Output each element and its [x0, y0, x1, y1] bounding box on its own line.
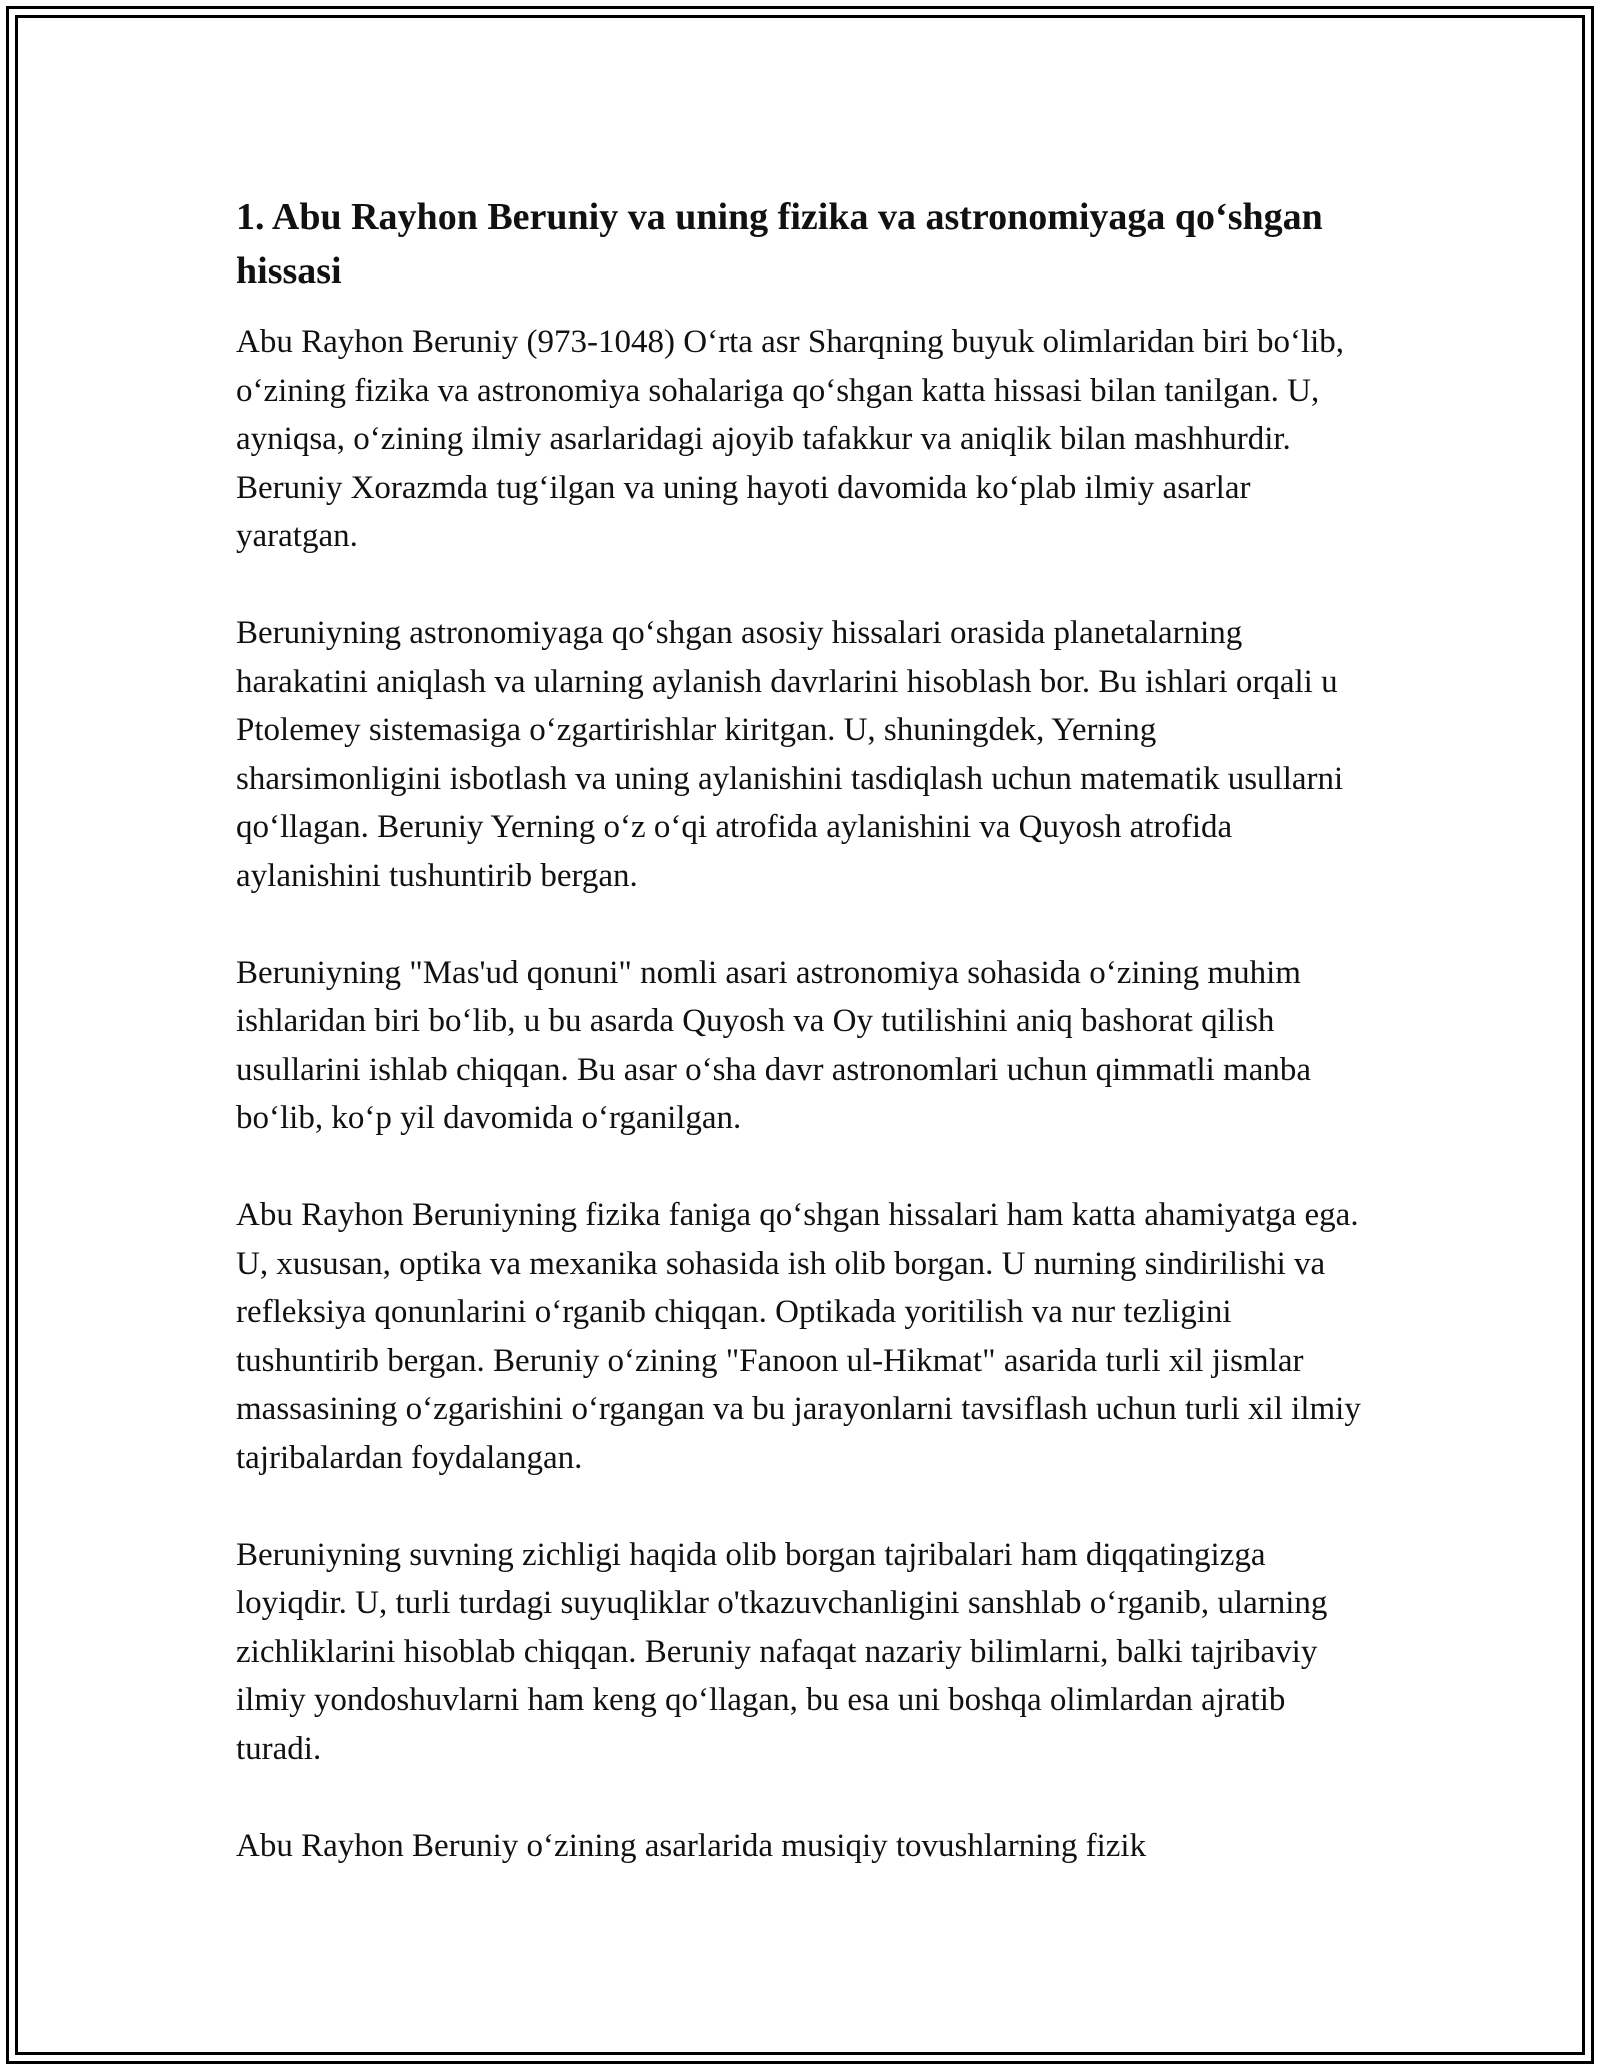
paragraph-2: Beruniyning astronomiyaga qo‘shgan asosiy hissalari orasida planetalarning harakatini aniqlash va ularning aylanish davrlarini hisoblash bor. Bu ishlari orqali u Ptolemey sistemasiga o‘zgartirishlar kiritgan. U, shuningdek, Yerning sharsimonligini isbotlash va uning aylanishini tasdiqlash uchun matematik usullarni qo‘llagan. Beruniy Yerning o‘z o‘qi atrofida aylanishini va Quyosh atrofida aylanishini tushuntirib bergan. — [236, 615, 1344, 894]
section-title: 1. Abu Rayhon Beruniy va uning fizika va astronomiyaga qo‘shgan hissasi — [236, 196, 1323, 292]
paragraph-3: Beruniyning "Mas'ud qonuni" nomli asari astronomiya sohasida o‘zining muhim ishlaridan biri bo‘lib, u bu asarda Quyosh va Oy tutilishini aniq bashorat qilish usullarini ishlab chiqqan. Bu asar o‘sha davr astronomlari uchun qimmatli manba bo‘lib, ko‘p yil davomida o‘rganilgan. — [236, 954, 1311, 1136]
paragraph-5: Beruniyning suvning zichligi haqida olib borgan tajribalari ham diqqatingizga loyiqdir. U, turli turdagi suyuqliklar o'tkazuvchanligini sanshlab o‘rganib, ularning zichliklarini hisoblab chiqqan. Beruniy nafaqat nazariy bilimlarni, balki tajribaviy ilmiy yondoshuvlarni ham keng qo‘llagan, bu esa uni boshqa olimlardan ajratib turadi. — [236, 1536, 1328, 1767]
paragraph-4: Abu Rayhon Beruniyning fizika faniga qo‘shgan hissalari ham katta ahamiyatga ega. U, xususan, optika va mexanika sohasida ish olib borgan. U nurning sindirilishi va refleksiya qonunlarini o‘rganib chiqqan. Optikada yoritilish va nur tezligini tushuntirib bergan. Beruniy o‘zining "Fanoon ul-Hikmat" asarida turli xil jismlar massasining o‘zgarishini o‘rgangan va bu jarayonlarni tavsiflash uchun turli xil ilmiy tajribalardan foydalangan. — [236, 1197, 1361, 1476]
paragraph-6: Abu Rayhon Beruniy o‘zining asarlarida musiqiy tovushlarning fizik — [236, 1827, 1147, 1864]
document-body — [236, 190, 1366, 1870]
paragraph-1: Abu Rayhon Beruniy (973-1048) O‘rta asr Sharqning buyuk olimlaridan biri bo‘lib, o‘zining fizika va astronomiya sohalariga qo‘shgan katta hissasi bilan tanilgan. U, ayniqsa, o‘zining ilmiy asarlaridagi ajoyib tafakkur va aniqlik bilan mashhurdir. Beruniy Xorazmda tug‘ilgan va uning hayoti davomida ko‘plab ilmiy asarlar yaratgan. — [236, 324, 1345, 554]
